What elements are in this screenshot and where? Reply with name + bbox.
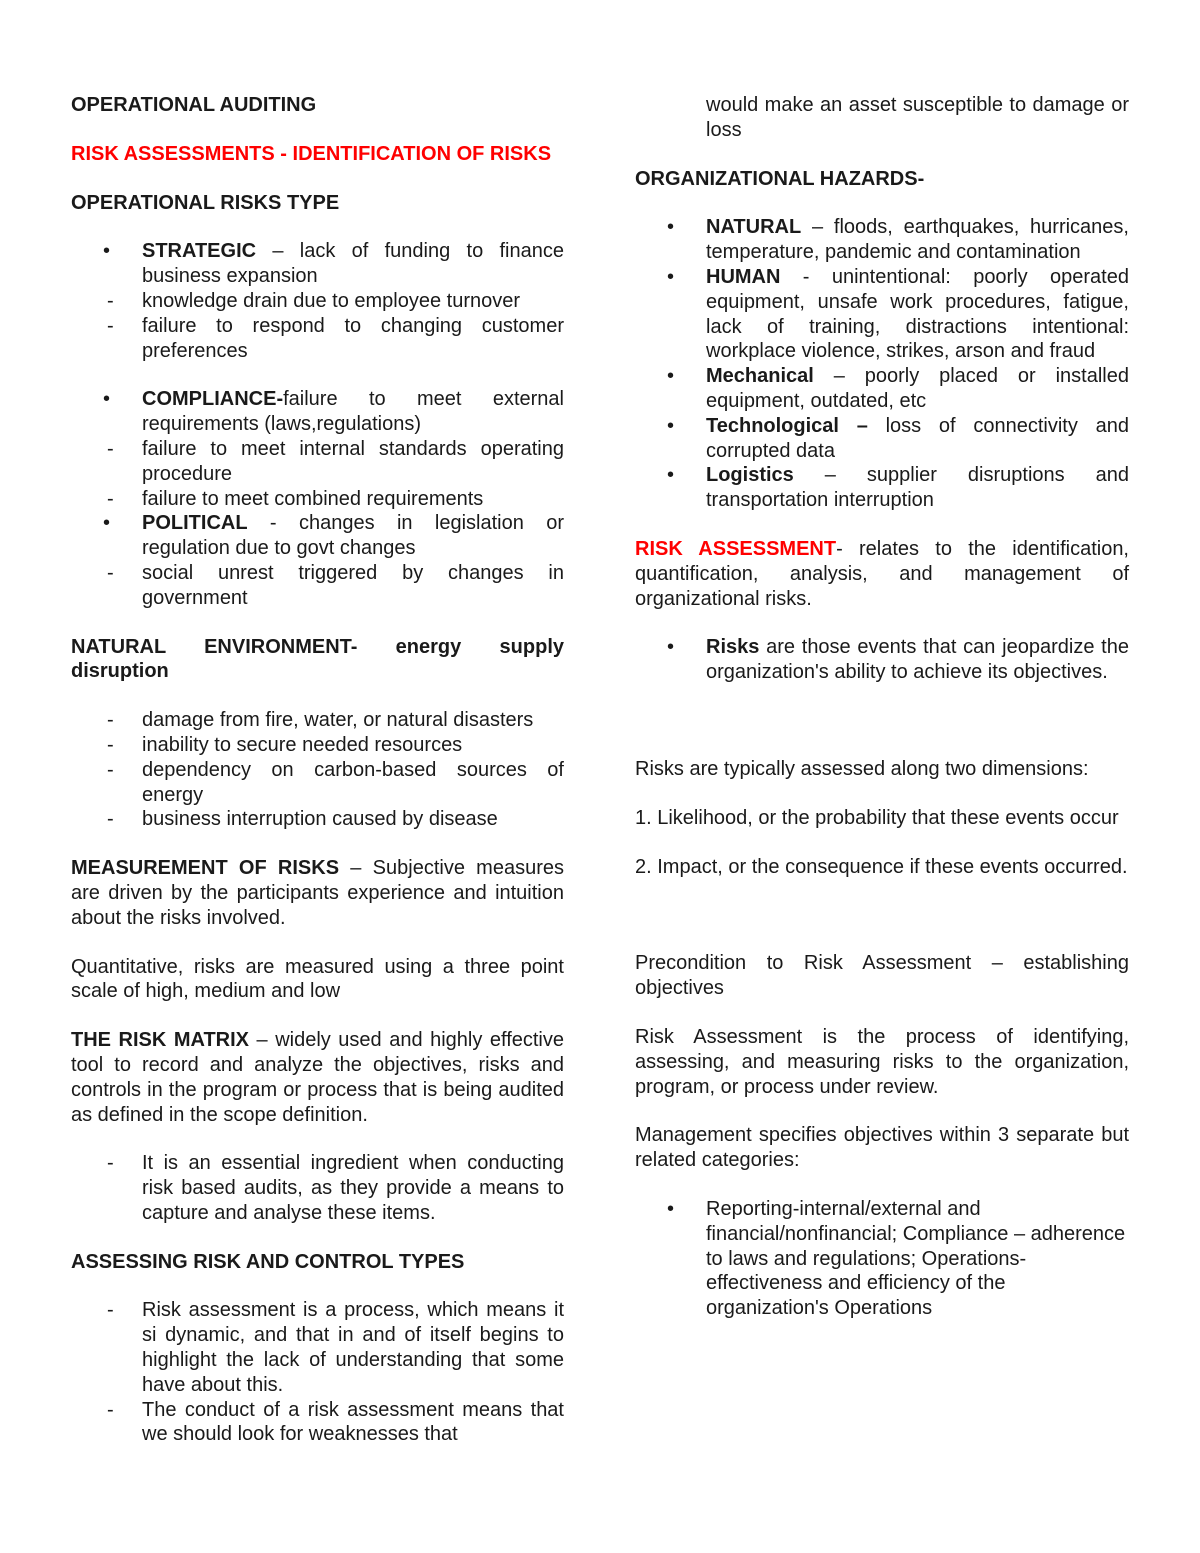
right-column [635, 93, 1129, 1321]
natural-environment-heading: NATURAL ENVIRONMENT- energy supply disruption [71, 635, 564, 683]
compliance-label: COMPLIANCE- [142, 388, 284, 411]
list-item: - failure to meet combined requirements [71, 487, 564, 512]
risk-assessment-paragraph [635, 537, 1129, 611]
measurement-text: – Subjective measures are driven by the participants experience and intuition about the risks involved. [71, 857, 564, 929]
list-item-mechanical [635, 364, 1129, 414]
hazards-list [635, 215, 1129, 513]
hazard-label: HUMAN [706, 265, 781, 288]
dimension-likelihood: 1. Likelihood, or the probability that these events occur [635, 806, 1119, 829]
natural-environment-list [71, 708, 564, 832]
list-item: - Risk assessment is a process, which means it si dynamic, and that in and of itself begins to highlight the lack of understanding that some have about this. [71, 1298, 564, 1397]
risks-definition-list [635, 635, 1129, 685]
list-item: - inability to secure needed resources [71, 733, 564, 758]
list-item: - knowledge drain due to employee turnover [71, 289, 564, 314]
list-item: - damage from fire, water, or natural disasters [71, 708, 564, 733]
continuation-text: would make an asset susceptible to damage or loss [706, 94, 1129, 141]
dimensions-intro: Risks are typically assessed along two dimensions: [635, 757, 1089, 780]
measurement-label: MEASUREMENT OF RISKS [71, 857, 340, 880]
risks-label: Risks [706, 636, 760, 659]
risk-matrix-label: THE RISK MATRIX [71, 1029, 250, 1052]
list-item: - The conduct of a risk assessment means that we should look for weaknesses that [71, 1398, 564, 1448]
list-item-human [635, 265, 1129, 364]
hazard-text: – supplier disruptions and transportation interruption [706, 464, 1129, 512]
assessing-list [71, 1298, 564, 1447]
hazard-text: – poorly placed or installed equipment, outdated, etc [706, 365, 1129, 412]
list-item: - dependency on carbon-based sources of energy [71, 758, 564, 808]
quantitative-paragraph: Quantitative, risks are measured using a three point scale of high, medium and low [71, 955, 564, 1003]
hazard-label: NATURAL [706, 216, 802, 239]
operational-risks-heading: OPERATIONAL RISKS TYPE [71, 191, 340, 214]
risk-matrix-text: – widely used and highly effective tool to record and analyze the objectives, risks and controls in the program or process that is being audited as defined in the scope definition. [71, 1029, 564, 1126]
hazard-text: loss of connectivity and corrupted data [706, 414, 1129, 462]
assessing-heading: ASSESSING RISK AND CONTROL TYPES [71, 1250, 465, 1273]
list-item-technological [635, 414, 1129, 464]
strategic-text: – lack of funding to finance business expansion [142, 240, 564, 288]
list-item: - failure to meet internal standards operating procedure [71, 437, 564, 487]
risk-matrix-list [71, 1151, 564, 1225]
political-label: POLITICAL [142, 512, 248, 535]
hazard-label: Mechanical [706, 365, 814, 388]
list-item-compliance [71, 387, 564, 437]
list-item-risks [635, 635, 1129, 685]
hazard-label: Logistics [706, 464, 794, 487]
list-item-logistics [635, 463, 1129, 513]
strategic-label: STRATEGIC [142, 240, 257, 263]
left-column [71, 93, 564, 1447]
list-item: - business interruption caused by disease [71, 807, 564, 832]
hazard-text: – floods, earthquakes, hurricanes, temperature, pandemic and contamination [706, 216, 1129, 264]
compliance-text: failure to meet external requirements (laws,regulations) [142, 388, 564, 436]
risks-text: are those events that can jeopardize the organization's ability to achieve its objectives. [706, 636, 1129, 684]
organizational-hazards-heading: ORGANIZATIONAL HAZARDS- [635, 167, 925, 190]
management-paragraph: Management specifies objectives within 3 separate but related categories: [635, 1124, 1129, 1172]
dimension-impact: 2. Impact, or the consequence if these events occurred. [635, 855, 1128, 878]
risk-assessment-text: - relates to the identification, quantification, analysis, and management of organizational risks. [635, 537, 1129, 610]
list-item: - failure to respond to changing customer preferences [71, 314, 564, 364]
list-item: - It is an essential ingredient when conducting risk based audits, as they provide a means to capture and analyse these items. [71, 1151, 564, 1225]
list-item: - social unrest triggered by changes in government [71, 561, 564, 611]
list-item-strategic [71, 239, 564, 289]
political-text: - changes in legislation or regulation due to govt changes [142, 512, 564, 560]
risk-assessment-label: RISK ASSESSMENT [635, 537, 837, 560]
measurement-paragraph [71, 856, 564, 930]
risk-types-list [71, 239, 564, 363]
precondition-paragraph: Precondition to Risk Assessment – establishing objectives [635, 952, 1129, 1000]
compliance-list [71, 387, 564, 610]
section-title: RISK ASSESSMENTS - IDENTIFICATION OF RISKS [71, 142, 552, 165]
list-item-political [71, 511, 564, 561]
hazard-text: - unintentional: poorly operated equipment, unsafe work procedures, fatigue, lack of training, distractions intentional: workplace violence, strikes, arson and fraud [706, 265, 1129, 363]
list-item-natural [635, 215, 1129, 265]
risk-assessment-process-paragraph: Risk Assessment is the process of identifying, assessing, and measuring risks to the organization, program, or process under review. [635, 1025, 1129, 1098]
list-item-categories: • Reporting-internal/external and financial/nonfinancial; Compliance – adherence to laws and regulations; Operations- effectiveness and efficiency of the organization's Operations [635, 1197, 1129, 1321]
continuation-list [635, 93, 1129, 143]
categories-list [635, 1197, 1129, 1321]
risk-matrix-paragraph [71, 1028, 564, 1127]
hazard-label: Technological – [706, 414, 868, 437]
document-title: OPERATIONAL AUDITING [71, 94, 317, 116]
